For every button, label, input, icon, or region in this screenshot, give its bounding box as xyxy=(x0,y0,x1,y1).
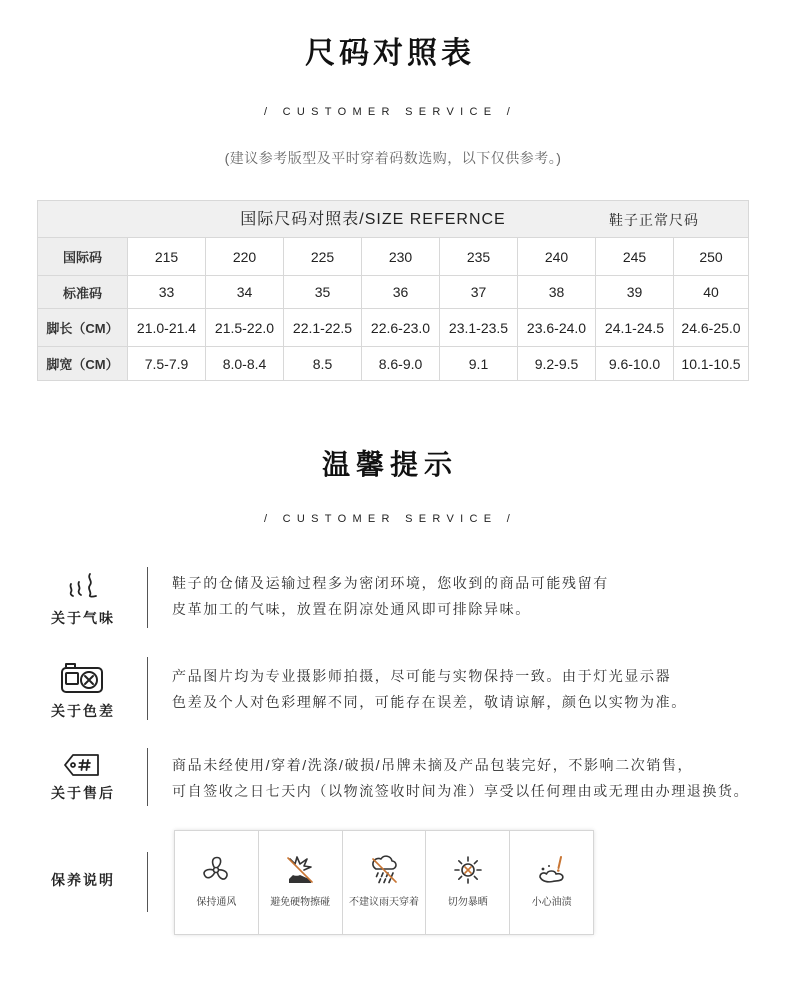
table-cell: 9.1 xyxy=(440,347,518,381)
divider-line xyxy=(147,748,148,806)
table-title: 国际尺码对照表/SIZE REFERNCE xyxy=(240,211,506,228)
divider-line xyxy=(147,657,148,720)
care-label: 保持通风 xyxy=(196,897,237,908)
tip-smell xyxy=(0,565,790,631)
care-label: 避免硬物擦碰 xyxy=(270,897,331,908)
table-cell: 9.2-9.5 xyxy=(518,347,596,381)
care-item xyxy=(259,831,343,934)
row-label: 脚长（CM） xyxy=(38,309,128,347)
table-cell: 8.6-9.0 xyxy=(362,347,440,381)
care-item xyxy=(343,831,427,934)
care-item xyxy=(426,831,510,934)
table-cell: 34 xyxy=(206,276,284,309)
row-label: 标准码 xyxy=(38,276,128,309)
care-icons-box xyxy=(174,830,594,935)
table-cell: 10.1-10.5 xyxy=(674,347,749,381)
tip-text xyxy=(172,752,782,804)
table-cell: 215 xyxy=(128,238,206,276)
table-cell: 250 xyxy=(674,238,749,276)
table-cell: 38 xyxy=(518,276,596,309)
camera-icon xyxy=(60,660,104,694)
table-cell: 22.1-22.5 xyxy=(284,309,362,347)
divider-line xyxy=(147,852,148,912)
oil-stain-icon xyxy=(536,854,568,886)
size-chart-table xyxy=(37,200,749,381)
table-cell: 235 xyxy=(440,238,518,276)
rain-icon xyxy=(368,854,400,886)
table-row xyxy=(38,276,749,309)
tips-subtitle: / CUSTOMER SERVICE / xyxy=(263,513,517,525)
tip-label: 关于气味 xyxy=(51,610,115,626)
table-cell: 36 xyxy=(362,276,440,309)
table-cell: 33 xyxy=(128,276,206,309)
tip-text-line: 色差及个人对色彩理解不同，可能存在误差，敬请谅解，颜色以实物为准。 xyxy=(172,694,687,710)
table-row xyxy=(38,347,749,381)
table-cell: 24.6-25.0 xyxy=(674,309,749,347)
care-label: 不建议雨天穿着 xyxy=(348,897,419,908)
tip-after-sales xyxy=(0,746,790,808)
table-cell: 21.0-21.4 xyxy=(128,309,206,347)
hard-object-icon xyxy=(284,854,316,886)
tip-text-line: 鞋子的仓储及运输过程多为密闭环境，您收到的商品可能残留有 xyxy=(172,575,609,591)
table-cell: 35 xyxy=(284,276,362,309)
table-cell: 8.0-8.4 xyxy=(206,347,284,381)
care-title: 保养说明 xyxy=(51,872,115,888)
smell-icon xyxy=(62,570,102,600)
table-side-title: 鞋子正常尺码 xyxy=(609,212,699,228)
sun-icon xyxy=(452,854,484,886)
table-cell: 39 xyxy=(596,276,674,309)
size-chart-title: 尺码对照表 xyxy=(305,37,475,70)
table-cell: 23.6-24.0 xyxy=(518,309,596,347)
tip-label: 关于售后 xyxy=(51,785,115,801)
divider-line xyxy=(147,567,148,628)
fan-icon xyxy=(200,854,232,886)
tip-color xyxy=(0,655,790,723)
table-row xyxy=(38,238,749,276)
table-cell: 220 xyxy=(206,238,284,276)
table-cell: 22.6-23.0 xyxy=(362,309,440,347)
care-instructions xyxy=(0,826,790,938)
table-header-row xyxy=(38,201,749,238)
care-label: 小心油渍 xyxy=(531,897,572,908)
table-cell: 225 xyxy=(284,238,362,276)
table-cell: 245 xyxy=(596,238,674,276)
tip-label: 关于色差 xyxy=(51,703,115,719)
table-cell: 230 xyxy=(362,238,440,276)
tip-text-line: 皮革加工的气味，放置在阴凉处通风即可排除异味。 xyxy=(172,601,531,617)
size-chart-note: (建议参考版型及平时穿着码数选购，以下仅供参考。) xyxy=(224,150,562,166)
tip-text xyxy=(172,663,782,715)
table-cell: 9.6-10.0 xyxy=(596,347,674,381)
table-cell: 23.1-23.5 xyxy=(440,309,518,347)
table-cell: 37 xyxy=(440,276,518,309)
table-cell: 7.5-7.9 xyxy=(128,347,206,381)
row-label: 脚宽（CM） xyxy=(38,347,128,381)
table-header-cell xyxy=(38,201,749,238)
table-cell: 21.5-22.0 xyxy=(206,309,284,347)
care-label: 切勿暴晒 xyxy=(447,897,488,908)
table-cell: 8.5 xyxy=(284,347,362,381)
tips-title: 温馨提示 xyxy=(321,449,458,480)
size-chart-subtitle: / CUSTOMER SERVICE / xyxy=(263,106,517,118)
table-row xyxy=(38,309,749,347)
table-cell: 24.1-24.5 xyxy=(596,309,674,347)
tip-text-line: 商品未经使用/穿着/洗涤/破损/吊牌未摘及产品包装完好，不影响二次销售， xyxy=(172,757,694,773)
table-cell: 40 xyxy=(674,276,749,309)
row-label: 国际码 xyxy=(38,238,128,276)
care-item xyxy=(175,831,259,934)
tip-text-line: 可自签收之日七天内（以物流签收时间为准）享受以任何理由或无理由办理退换货。 xyxy=(172,783,750,799)
tag-icon xyxy=(63,753,101,777)
tip-text-line: 产品图片均为专业摄影师拍摄，尽可能与实物保持一致。由于灯光显示器 xyxy=(172,668,672,684)
tip-text xyxy=(172,570,782,622)
table-cell: 240 xyxy=(518,238,596,276)
care-item xyxy=(510,831,593,934)
